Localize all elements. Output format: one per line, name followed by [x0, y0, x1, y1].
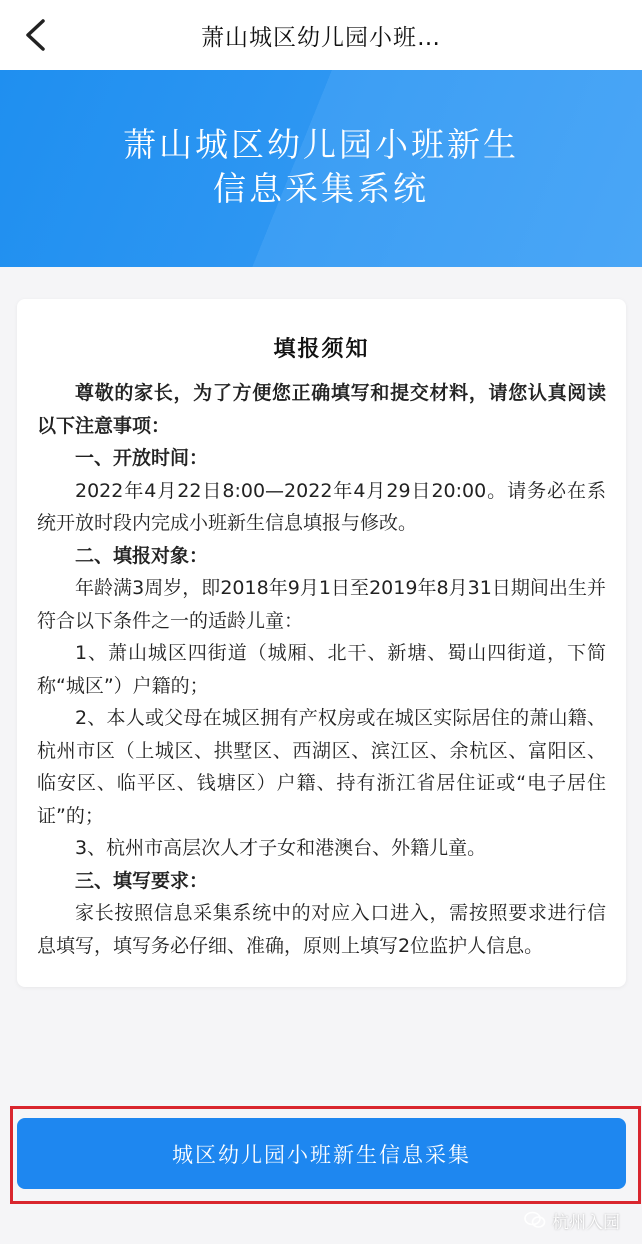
info-collection-button[interactable] [17, 1118, 626, 1189]
notice-paragraph: 2022年4月22日8:00—2022年4月29日20:00。请务必在系统开放时段内完成小班新生信息填报与修改。 [37, 479, 606, 534]
page-title: 萧山城区幼儿园小班… [201, 24, 441, 51]
back-button[interactable] [14, 14, 56, 56]
notice-paragraph: 2、本人或父母在城区拥有产权房或在城区实际居住的萧山籍、杭州市区（上城区、拱墅区、西湖区、滨江区、余杭区、富阳区、临安区、临平区、钱塘区）户籍、持有浙江省居住证或“电子居住证”的； [37, 707, 606, 827]
notice-title: 填报须知 [273, 337, 370, 362]
notice-paragraph: 一、开放时间： [75, 447, 209, 469]
banner-title [0, 123, 642, 211]
banner-title-line1: 萧山城区幼儿园小班新生 [123, 125, 519, 164]
wechat-icon [524, 1211, 546, 1229]
notice-paragraph: 三、填写要求： [75, 869, 209, 892]
banner-title-line2: 信息采集系统 [213, 169, 429, 208]
notice-body [37, 377, 606, 962]
watermark [524, 1205, 620, 1235]
notice-paragraph: 尊敬的家长，为了方便您正确填写和提交材料，请您认真阅读以下注意事项： [37, 382, 606, 437]
notice-paragraph: 二、填报对象： [75, 544, 209, 567]
notice-card [17, 299, 626, 987]
header-banner [0, 70, 642, 267]
watermark-text: 杭州入园 [552, 1212, 620, 1233]
notice-paragraph: 家长按照信息采集系统中的对应入口进入，需按照要求进行信息填写，填写务必仔细、准确，原则上填写2位监护人信息。 [37, 902, 606, 957]
notice-paragraph: 年龄满3周岁，即2018年9月1日至2019年8月31日期间出生并符合以下条件之一的适龄儿童： [37, 577, 606, 632]
nav-bar [0, 0, 642, 70]
info-collection-button-label: 城区幼儿园小班新生信息采集 [172, 1142, 471, 1167]
notice-paragraph: 1、萧山城区四街道（城厢、北干、新塘、蜀山四街道，下简称“城区”）户籍的； [37, 642, 606, 697]
chevron-left-icon [23, 18, 47, 52]
notice-paragraph: 3、杭州市高层次人才子女和港澳台、外籍儿童。 [75, 837, 487, 859]
